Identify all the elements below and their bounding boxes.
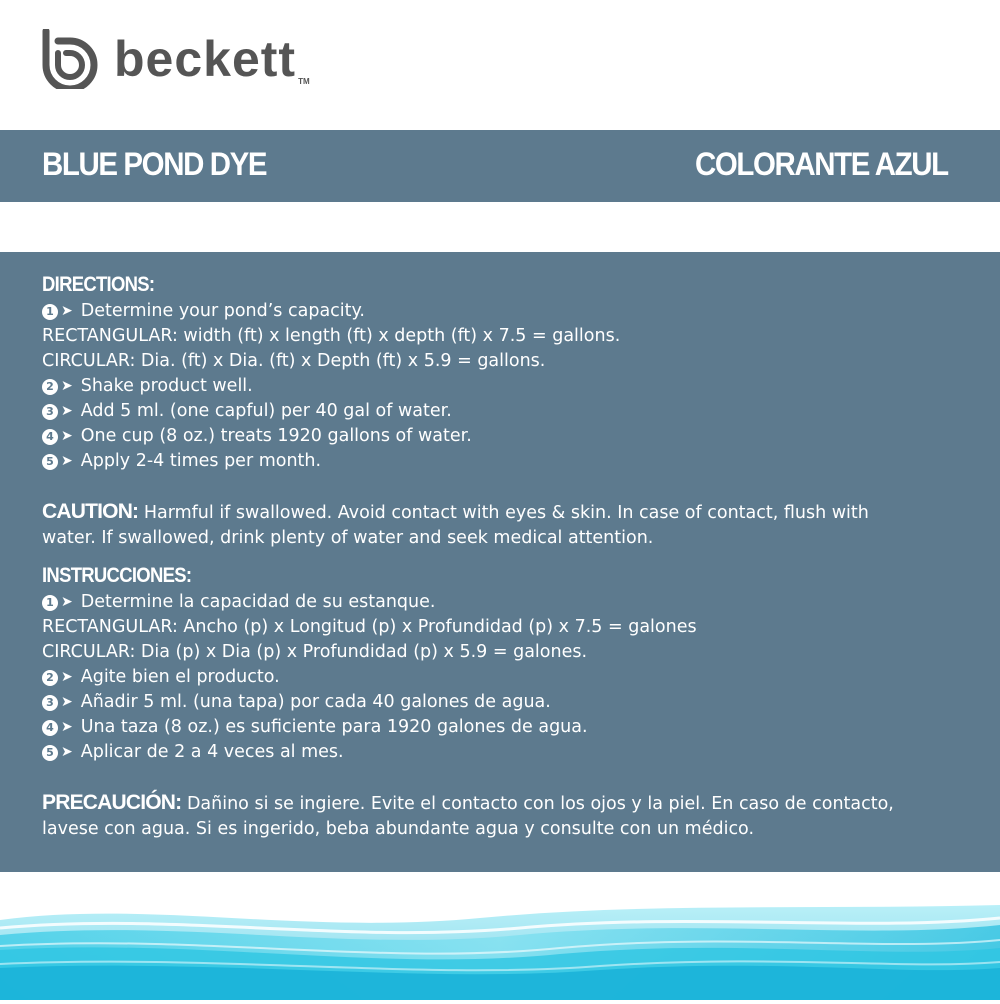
- product-title-english: BLUE POND DYE: [42, 146, 267, 182]
- instruccion-step-1: [42, 590, 972, 615]
- rectangular-formula: RECTANGULAR: width (ft) x length (ft) x depth (ft) x 7.5 = gallons.: [42, 326, 621, 346]
- beckett-logo-icon: [40, 29, 100, 89]
- caution-label: CAUTION:: [42, 500, 139, 523]
- instrucciones-heading: INSTRUCCIONES:: [42, 564, 192, 587]
- step-text: Shake product well.: [80, 376, 253, 396]
- circular-formula: CIRCULAR: Dia. (ft) x Dia. (ft) x Depth (ft) x 5.9 = gallons.: [42, 351, 546, 371]
- step-number-icon: 2: [42, 670, 58, 686]
- instruccion-step-5: [42, 740, 972, 765]
- direction-step-4: [42, 424, 972, 449]
- step-number-icon: 5: [42, 454, 58, 470]
- instructions-content: [42, 272, 972, 842]
- precaucion-label: PRECAUCIÓN:: [42, 791, 182, 814]
- caution-paragraph: [42, 499, 972, 526]
- step-number-icon: 3: [42, 695, 58, 711]
- arrow-icon: ➤: [61, 694, 73, 710]
- arrow-icon: ➤: [61, 594, 73, 610]
- brand-logo: [40, 24, 310, 94]
- step-text: Agite bien el producto.: [80, 667, 280, 687]
- direction-step-1: [42, 299, 972, 324]
- step-text: Aplicar de 2 a 4 veces al mes.: [80, 742, 344, 762]
- step-text: Añadir 5 ml. (una tapa) por cada 40 galones de agua.: [80, 692, 551, 712]
- step-number-icon: 2: [42, 379, 58, 395]
- step-text: Add 5 ml. (one capful) per 40 gal of water.: [80, 401, 452, 421]
- direction-step-2: [42, 374, 972, 399]
- arrow-icon: ➤: [61, 303, 73, 319]
- water-wave-decoration: [0, 880, 1000, 1000]
- step-number-icon: 3: [42, 404, 58, 420]
- arrow-icon: ➤: [61, 403, 73, 419]
- instruccion-step-3: [42, 690, 972, 715]
- trademark-mark: TM: [298, 77, 310, 86]
- circular-formula-es: CIRCULAR: Dia (p) x Dia (p) x Profundidad (p) x 5.9 = galones.: [42, 642, 588, 662]
- instruccion-step-4: [42, 715, 972, 740]
- step-text: Determine la capacidad de su estanque.: [80, 592, 436, 612]
- step-number-icon: 1: [42, 595, 58, 611]
- precaucion-text-line-1: Dañino si se ingiere. Evite el contacto con los ojos y la piel. En caso de contacto,: [181, 794, 894, 814]
- step-text: Apply 2-4 times per month.: [80, 451, 322, 471]
- direction-step-5: [42, 449, 972, 474]
- arrow-icon: ➤: [61, 453, 73, 469]
- step-number-icon: 1: [42, 304, 58, 320]
- step-text: Una taza (8 oz.) es suficiente para 1920 galones de agua.: [80, 717, 588, 737]
- rectangular-formula-es: RECTANGULAR: Ancho (p) x Longitud (p) x Profundidad (p) x 7.5 = galones: [42, 617, 697, 637]
- direction-step-3: [42, 399, 972, 424]
- step-text: Determine your pond’s capacity.: [80, 301, 365, 321]
- caution-text-line-1: Harmful if swallowed. Avoid contact with eyes & skin. In case of contact, flush with: [138, 503, 869, 523]
- arrow-icon: ➤: [61, 378, 73, 394]
- step-number-icon: 5: [42, 745, 58, 761]
- precaucion-paragraph: [42, 790, 972, 817]
- arrow-icon: ➤: [61, 428, 73, 444]
- arrow-icon: ➤: [61, 744, 73, 760]
- caution-text-line-2: water. If swallowed, drink plenty of water and seek medical attention.: [42, 528, 654, 548]
- directions-heading: DIRECTIONS:: [42, 273, 155, 296]
- precaucion-text-line-2: lavese con agua. Si es ingerido, beba abundante agua y consulte con un médico.: [42, 819, 755, 839]
- step-text: One cup (8 oz.) treats 1920 gallons of water.: [80, 426, 472, 446]
- product-title-spanish: COLORANTE AZUL: [695, 146, 948, 182]
- step-number-icon: 4: [42, 720, 58, 736]
- instruccion-step-2: [42, 665, 972, 690]
- arrow-icon: ➤: [61, 719, 73, 735]
- arrow-icon: ➤: [61, 669, 73, 685]
- brand-name: beckett: [114, 31, 297, 87]
- step-number-icon: 4: [42, 429, 58, 445]
